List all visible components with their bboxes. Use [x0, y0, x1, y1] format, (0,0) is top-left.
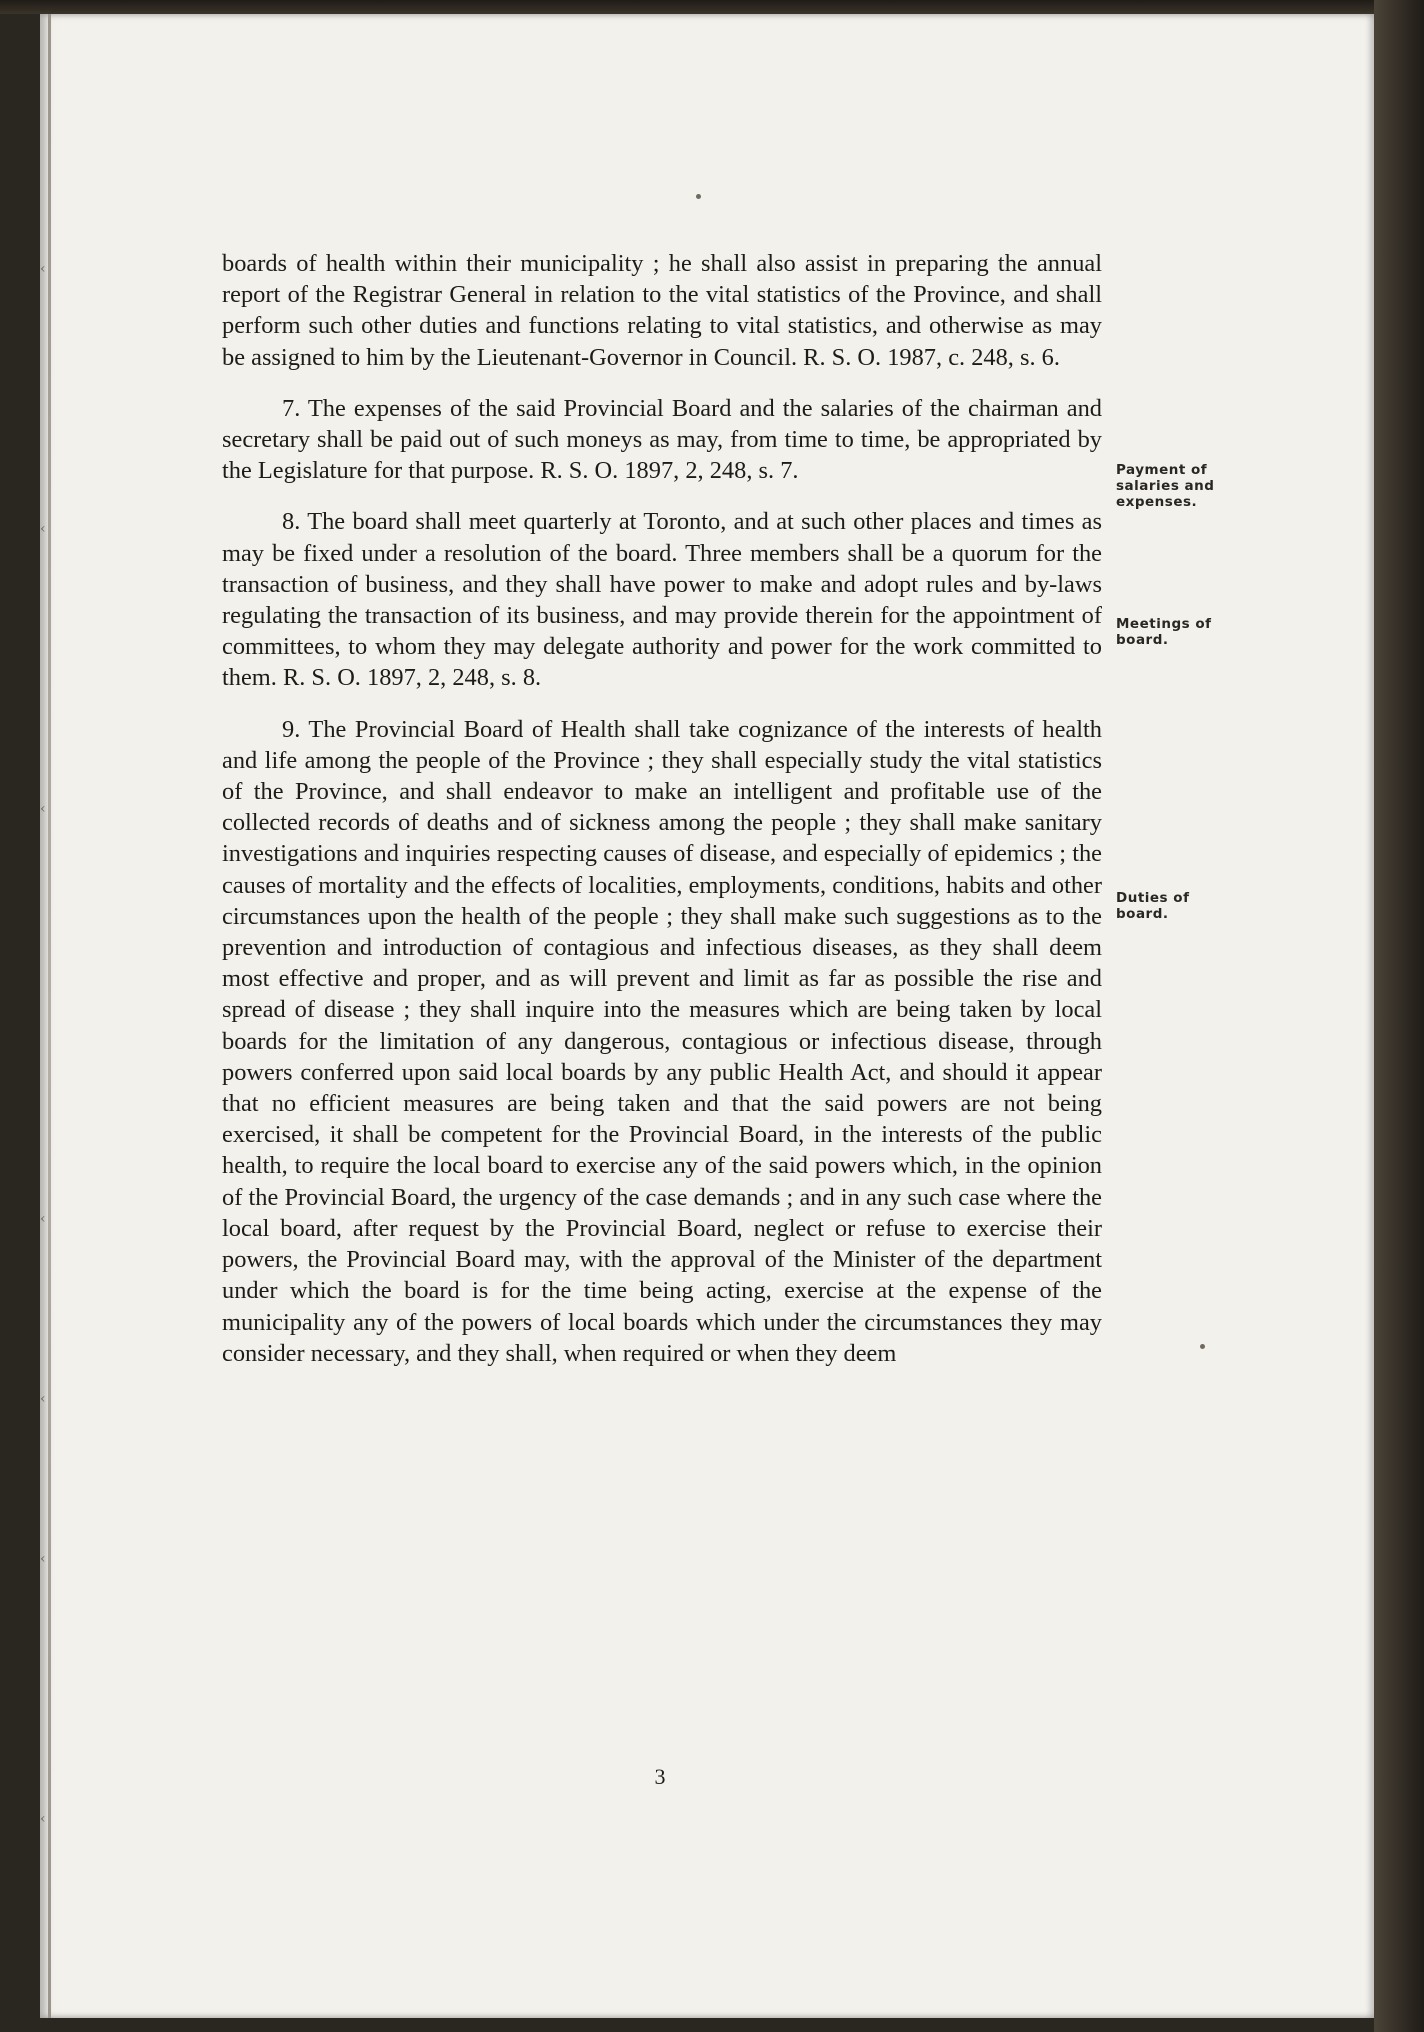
section-number: 9. — [282, 715, 301, 743]
page-number: 3 — [654, 1764, 666, 1789]
section-number: 7. — [282, 394, 301, 422]
section-number: 8. — [282, 508, 301, 536]
side-note-meetings — [1116, 616, 1256, 648]
binding-stitch-mark: ‹ — [40, 801, 46, 817]
book-top-edge — [0, 0, 1424, 14]
binding-stitch-mark: ‹ — [40, 1391, 46, 1407]
body-text — [222, 248, 1102, 1389]
section-9-paragraph — [222, 714, 1102, 1369]
binding-stitch-mark: ‹ — [40, 1551, 46, 1567]
side-note-payment — [1116, 462, 1256, 510]
binding-stitch-mark: ‹ — [40, 261, 46, 277]
paper-speck — [696, 194, 701, 199]
side-note-duties — [1116, 890, 1256, 922]
paragraph-text: The Provincial Board of Health shall take cognizance of the interests of health and life among the people of the Province ; they shall especially study the vital statistics of the Province, and shall endeavor to make an intelligent and profitable use of the collected records of deaths and of sickness among the people ; they shall make sanitary investigations and inquiries respecting causes of disease, and especially of epidemics ; the causes of mortality and the effects of localities, employments, conditions, habits and other circumstances upon the health of the people ; they shall make such suggestions as to the prevention and introduction of contagious and infectious diseases, as they shall deem most effective and proper, and as will prevent and limit as far as possible the rise and spread of disease ; they shall inquire into the measures which are being taken by local boards for the limitation of any dangerous, contagious or infectious disease, through powers conferred upon said local boards by any public Health Act, and should it appear that no efficient measures are being taken and that the said powers are not being exercised, it shall be competent for the Provincial Board, in the interests of the public health, to require the local board to exercise any of the said powers which, in the opinion of the Provincial Board, the urgency of the case demands ; and in any such case where the local board, after request by the Provincial Board, neglect or refuse to exercise their powers, the Provincial Board may, with the approval of the Minister of the department under which the board is for the time being acting, exercise at the expense of the municipality any of the powers of local boards which under the circumstances they may consider necessary, and they shall, when required or when they deem — [222, 715, 1102, 1367]
section-8-paragraph — [222, 506, 1102, 693]
side-note-line: Meetings of — [1116, 616, 1212, 632]
paragraph-continued — [222, 248, 1102, 373]
side-note-line: expenses. — [1116, 494, 1198, 510]
binding-stitch-mark: ‹ — [40, 1811, 46, 1827]
paragraph-text: The board shall meet quarterly at Toronto, and at such other places and times as may be fixed under a resolution of the board. Three members shall be a quorum for the transaction of business, and they shall have power to make and adopt rules and by-laws regulating the transaction of its business, and may provide therein for the appointment of committees, to whom they may delegate authority and power for the work committed to them. R. S. O. 1897, 2, 248, s. 8. — [222, 508, 1102, 692]
side-note-line: board. — [1116, 632, 1169, 648]
side-note-line: board. — [1116, 906, 1169, 922]
side-note-line: Duties of — [1116, 890, 1190, 906]
paragraph-text: The expenses of the said Provincial Board and the salaries of the chairman and secretary shall be paid out of such moneys as may, from time to time, be appropriated by the Legislature for that purpose. R. S. O. 1897, 2, 248, s. 7. — [222, 394, 1102, 485]
book-right-edge — [1374, 0, 1424, 2032]
binding-stitch-mark: ‹ — [40, 521, 46, 537]
paper-speck — [1200, 1344, 1205, 1349]
binding-gutter — [48, 14, 51, 2018]
side-note-line: Payment of — [1116, 462, 1208, 478]
paragraph-text: boards of health within their municipality ; he shall also assist in preparing the annual report of the Registrar General in relation to the vital statistics of the Province, and shall perform such other duties and functions relating to vital statistics, and otherwise as may be assigned to him by the Lieutenant-Governor in Council. R. S. O. 1987, c. 248, s. 6. — [222, 250, 1102, 371]
binding-stitch-mark: ‹ — [40, 1211, 46, 1227]
section-7-paragraph — [222, 393, 1102, 487]
side-note-line: salaries and — [1116, 478, 1215, 494]
